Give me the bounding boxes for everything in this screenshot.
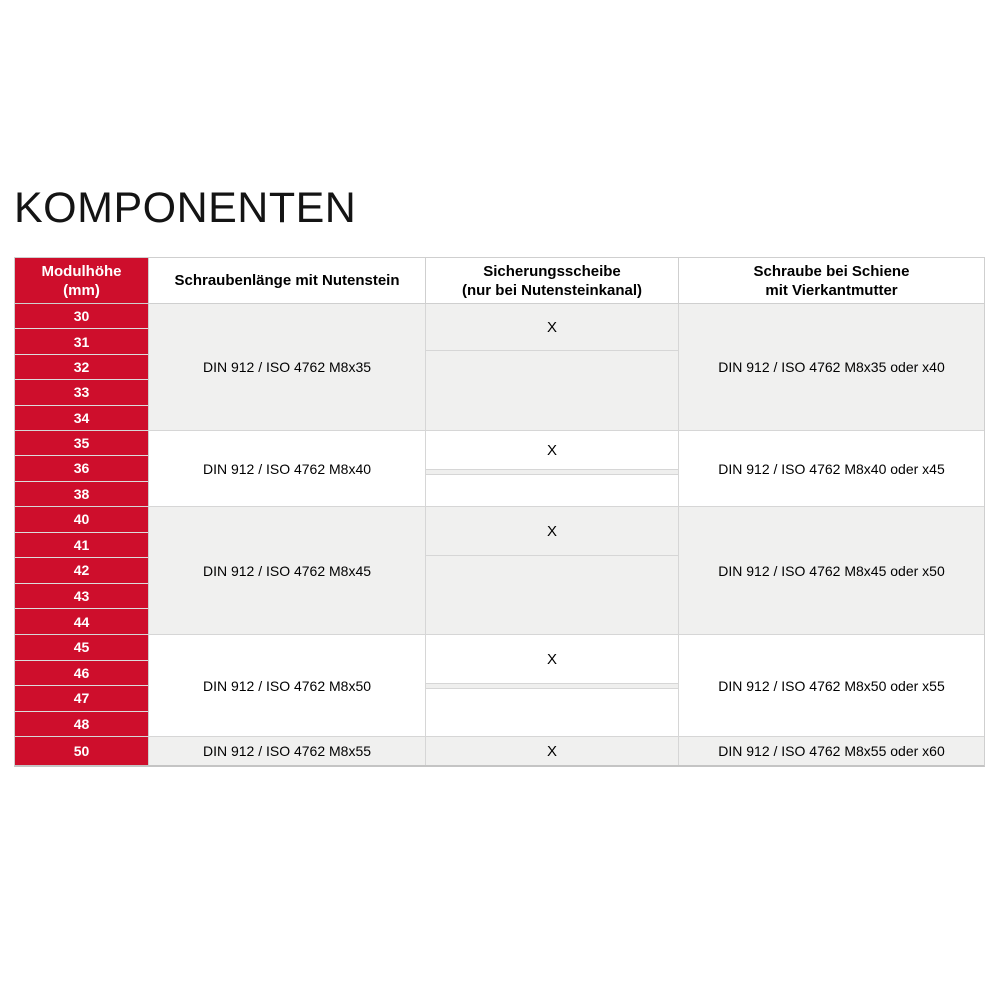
table-group bbox=[15, 507, 984, 635]
module-height-value: 33 bbox=[15, 380, 148, 405]
empty-cell bbox=[426, 556, 678, 634]
page-title: KOMPONENTEN bbox=[14, 184, 357, 232]
rail-screw-value: DIN 912 / ISO 4762 M8x45 oder x50 bbox=[718, 562, 945, 579]
module-height-value: 34 bbox=[15, 406, 148, 430]
rail-screw-value: DIN 912 / ISO 4762 M8x35 oder x40 bbox=[718, 359, 945, 375]
header-module-height bbox=[15, 258, 149, 303]
empty-cell bbox=[426, 351, 678, 430]
locking-washer-x-cell bbox=[426, 304, 678, 351]
rail-screw-cell bbox=[679, 737, 984, 765]
header-screw-length bbox=[149, 258, 426, 303]
module-height-value: 48 bbox=[15, 712, 148, 737]
x-mark: X bbox=[546, 318, 557, 336]
rail-screw-value: DIN 912 / ISO 4762 M8x40 oder x45 bbox=[718, 460, 945, 477]
header-locking-washer-line2: (nur bei Nutensteinkanal) bbox=[461, 281, 643, 299]
header-locking-washer-line1: Sicherungsscheibe bbox=[483, 262, 621, 280]
rail-screw-cell bbox=[679, 507, 984, 634]
rail-screw-cell bbox=[679, 431, 984, 506]
screw-length-cell bbox=[149, 304, 426, 430]
screw-length-cell bbox=[149, 737, 426, 765]
module-height-column bbox=[15, 507, 149, 634]
module-height-value: 46 bbox=[15, 661, 148, 687]
x-mark: X bbox=[546, 522, 557, 540]
header-module-height-line1: Modulhöhe bbox=[41, 262, 122, 280]
module-height-value: 32 bbox=[15, 355, 148, 380]
module-height-value: 50 bbox=[15, 737, 148, 765]
locking-washer-x-cell bbox=[426, 507, 678, 556]
header-rail-screw bbox=[679, 258, 984, 303]
locking-washer-cell bbox=[426, 507, 679, 634]
empty-cell bbox=[426, 475, 678, 506]
screw-length-value: DIN 912 / ISO 4762 M8x50 bbox=[202, 677, 372, 694]
table-header-row bbox=[15, 258, 984, 304]
table-group bbox=[15, 635, 984, 737]
header-screw-length-label: Schraubenlänge mit Nutenstein bbox=[174, 272, 400, 289]
module-height-column bbox=[15, 304, 149, 430]
empty-cell bbox=[426, 689, 678, 736]
rail-screw-cell bbox=[679, 635, 984, 736]
module-height-value: 45 bbox=[15, 635, 148, 661]
x-mark: X bbox=[546, 441, 557, 459]
table-group bbox=[15, 431, 984, 507]
header-rail-screw-line1: Schraube bei Schiene bbox=[753, 262, 910, 280]
module-height-value: 44 bbox=[15, 609, 148, 634]
locking-washer-x-cell bbox=[426, 635, 678, 684]
module-height-value: 43 bbox=[15, 584, 148, 610]
module-height-value: 38 bbox=[15, 482, 148, 506]
x-mark: X bbox=[546, 650, 557, 668]
rail-screw-value: DIN 912 / ISO 4762 M8x50 oder x55 bbox=[718, 677, 945, 694]
locking-washer-cell bbox=[426, 431, 679, 506]
module-height-value: 30 bbox=[15, 304, 148, 329]
module-height-column bbox=[15, 431, 149, 506]
rail-screw-value: DIN 912 / ISO 4762 M8x55 oder x60 bbox=[718, 743, 945, 759]
module-height-column bbox=[15, 737, 149, 765]
table-body bbox=[15, 304, 984, 765]
table-group bbox=[15, 304, 984, 431]
module-height-value: 40 bbox=[15, 507, 148, 533]
module-height-value: 41 bbox=[15, 533, 148, 559]
screw-length-value: DIN 912 / ISO 4762 M8x35 bbox=[202, 359, 372, 375]
locking-washer-cell bbox=[426, 737, 679, 765]
module-height-column bbox=[15, 635, 149, 736]
rail-screw-cell bbox=[679, 304, 984, 430]
screw-length-cell bbox=[149, 635, 426, 736]
components-table bbox=[14, 257, 985, 767]
module-height-value: 31 bbox=[15, 329, 148, 354]
locking-washer-x-cell bbox=[426, 431, 678, 470]
module-height-value: 47 bbox=[15, 686, 148, 712]
module-height-value: 35 bbox=[15, 431, 148, 456]
module-height-value: 36 bbox=[15, 456, 148, 481]
header-rail-screw-line2: mit Vierkantmutter bbox=[765, 281, 898, 299]
module-height-value: 42 bbox=[15, 558, 148, 584]
screw-length-value: DIN 912 / ISO 4762 M8x40 bbox=[202, 460, 372, 477]
screw-length-value: DIN 912 / ISO 4762 M8x55 bbox=[202, 743, 372, 759]
x-mark: X bbox=[546, 742, 557, 760]
header-locking-washer bbox=[426, 258, 679, 303]
header-module-height-line2: (mm) bbox=[63, 281, 100, 299]
locking-washer-cell bbox=[426, 635, 679, 736]
screw-length-value: DIN 912 / ISO 4762 M8x45 bbox=[202, 562, 372, 579]
screw-length-cell bbox=[149, 507, 426, 634]
table-group bbox=[15, 737, 984, 765]
locking-washer-cell bbox=[426, 304, 679, 430]
screw-length-cell bbox=[149, 431, 426, 506]
locking-washer-x-cell bbox=[426, 737, 678, 765]
